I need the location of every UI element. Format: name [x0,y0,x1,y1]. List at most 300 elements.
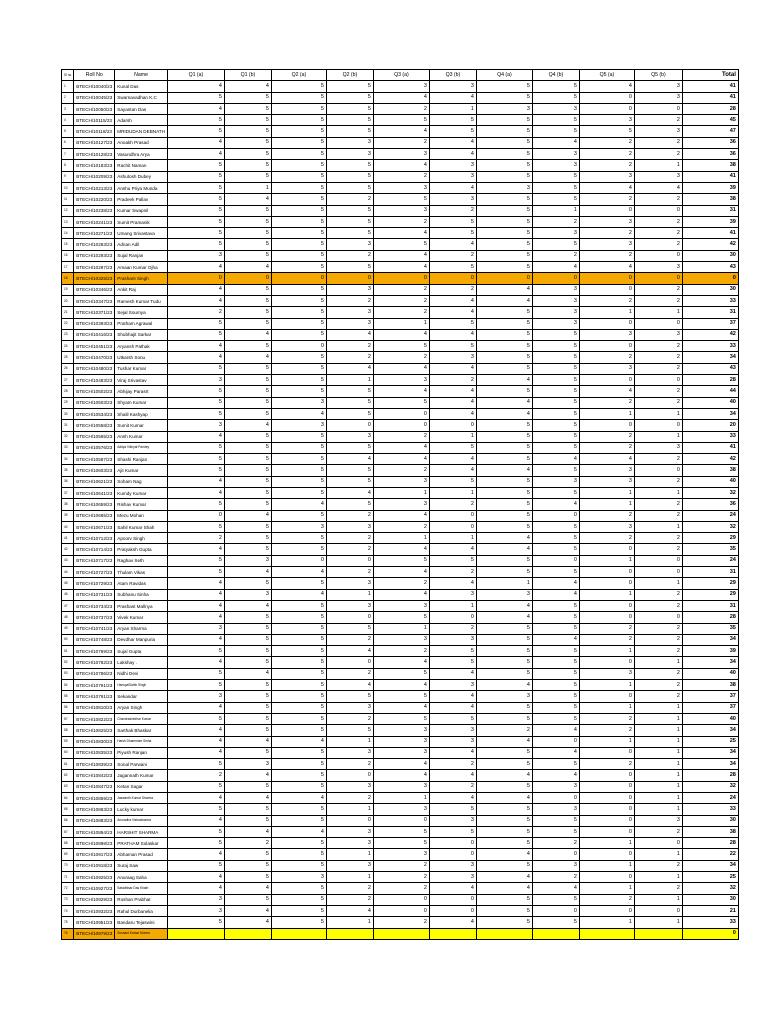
score-cell: 3 [373,476,429,487]
score-cell: 5 [224,657,271,668]
score-cell: 5 [476,318,532,329]
score-cell: 4 [167,815,224,826]
score-cell: 0 [429,612,476,623]
score-cell: 3 [167,623,224,634]
score-cell: 5 [429,476,476,487]
score-cell: 1 [326,736,373,747]
score-cell: 2 [429,759,476,770]
roll-no-cell: BTECH/10717/23 [74,555,115,566]
score-cell: 5 [224,363,271,374]
name-cell: Sonal Parwani [115,759,168,770]
score-cell: 1 [634,804,682,815]
score-cell: 0 [373,408,429,419]
serial-cell: 70 [62,860,74,871]
score-cell: 2 [373,917,429,928]
score-cell: 5 [224,115,271,126]
score-cell: 0 [634,420,682,431]
roll-no-cell: BTECH/10040/23 [74,81,115,92]
score-cell: 3 [532,476,579,487]
roll-no-cell: BTECH/10883/23 [74,815,115,826]
score-cell: 4 [167,578,224,589]
score-cell: 5 [167,713,224,724]
roll-no-cell: BTECH/10712/23 [74,533,115,544]
score-cell: 5 [532,363,579,374]
score-cell: 2 [373,860,429,871]
score-cell: 1 [579,408,634,419]
serial-cell: 41 [62,533,74,544]
score-cell: 4 [167,137,224,148]
score-cell: 2 [373,883,429,894]
score-cell: 5 [224,725,271,736]
serial-cell: 28 [62,386,74,397]
score-cell: 5 [532,680,579,691]
score-cell: 4 [429,747,476,758]
score-cell [271,928,326,939]
score-cell: 5 [271,849,326,860]
score-cell: 5 [271,465,326,476]
score-cell: 3 [373,849,429,860]
table-row [62,860,739,871]
serial-cell: 13 [62,216,74,227]
score-cell: 3 [271,397,326,408]
score-cell: 5 [579,126,634,137]
score-cell: 3 [429,815,476,826]
score-cell: 3 [634,171,682,182]
table-row [62,770,739,781]
score-cell: 0 [532,273,579,284]
score-cell: 5 [271,917,326,928]
name-cell: Shashi Ranjan [115,454,168,465]
score-cell: 0 [429,894,476,905]
score-cell: 5 [224,623,271,634]
roll-no-cell: BTECH/10927/23 [74,883,115,894]
score-cell: 5 [476,804,532,815]
score-cell: 5 [224,680,271,691]
score-cell: 4 [271,567,326,578]
total-cell: 33 [682,341,738,352]
score-cell: 5 [532,657,579,668]
score-cell: 2 [634,883,682,894]
score-cell: 5 [532,487,579,498]
score-cell: 5 [429,318,476,329]
serial-cell: 48 [62,612,74,623]
column-header: Q2 (a) [271,70,326,81]
score-cell: 5 [271,510,326,521]
total-cell: 47 [682,126,738,137]
table-row [62,318,739,329]
serial-cell: 9 [62,171,74,182]
roll-no-cell: BTECH/10894/23 [74,826,115,837]
score-cell: 2 [579,623,634,634]
score-cell: 3 [634,329,682,340]
score-cell: 1 [634,917,682,928]
roll-no-cell: BTECH/10325/23 [74,273,115,284]
score-cell [224,928,271,939]
score-cell: 5 [271,160,326,171]
score-cell: 5 [167,521,224,532]
score-cell: 4 [326,487,373,498]
score-cell: 4 [429,702,476,713]
score-cell: 0 [634,555,682,566]
score-cell: 0 [326,815,373,826]
table-row [62,329,739,340]
score-cell: 2 [326,250,373,261]
score-cell: 2 [579,533,634,544]
serial-cell: 24 [62,341,74,352]
score-cell: 4 [224,826,271,837]
score-cell: 5 [224,487,271,498]
table-row [62,702,739,713]
table-row [62,194,739,205]
name-cell: Apoorv Singh [115,533,168,544]
score-cell: 5 [224,747,271,758]
score-cell: 5 [271,115,326,126]
score-cell: 0 [373,905,429,916]
roll-no-cell: BTECH/10825/23 [74,725,115,736]
score-cell: 3 [326,860,373,871]
score-cell: 3 [579,216,634,227]
score-cell [326,928,373,939]
score-cell: 0 [634,375,682,386]
score-cell: 4 [224,883,271,894]
name-cell: Rachit Naman [115,160,168,171]
total-cell: 24 [682,793,738,804]
score-cell: 4 [373,250,429,261]
score-cell: 3 [373,182,429,193]
roll-no-cell: BTECH/10659/23 [74,499,115,510]
score-cell: 5 [476,860,532,871]
score-cell: 5 [326,171,373,182]
score-cell: 2 [532,250,579,261]
score-cell: 5 [271,363,326,374]
serial-cell: 22 [62,318,74,329]
score-cell: 5 [271,804,326,815]
score-cell: 4 [373,510,429,521]
total-cell: 36 [682,149,738,160]
score-cell: 5 [271,747,326,758]
score-cell: 5 [167,126,224,137]
score-cell: 2 [326,713,373,724]
score-cell: 5 [167,386,224,397]
score-cell: 4 [326,646,373,657]
total-cell: 28 [682,612,738,623]
score-cell: 5 [476,521,532,532]
total-cell: 25 [682,872,738,883]
score-cell: 3 [532,103,579,114]
score-cell: 5 [271,860,326,871]
table-row [62,341,739,352]
score-cell: 4 [476,872,532,883]
score-cell: 2 [326,567,373,578]
serial-cell: 74 [62,905,74,916]
score-cell: 2 [579,442,634,453]
name-cell: Anoakh Prasad [115,137,168,148]
score-cell: 3 [476,589,532,600]
score-cell: 5 [476,567,532,578]
score-cell: 5 [271,646,326,657]
column-header: Q4 (b) [532,70,579,81]
name-cell: Pradeek Pallav [115,194,168,205]
score-cell: 4 [429,137,476,148]
score-cell: 2 [579,713,634,724]
score-cell: 0 [579,600,634,611]
score-cell: 2 [326,894,373,905]
roll-no-cell: BTECH/10480/23 [74,363,115,374]
score-cell: 1 [634,431,682,442]
score-cell: 0 [476,273,532,284]
score-cell: 1 [634,736,682,747]
score-cell: 5 [476,634,532,645]
score-cell: 0 [326,612,373,623]
total-cell: 39 [682,182,738,193]
score-cell: 5 [167,454,224,465]
score-cell: 1 [579,883,634,894]
column-header: Name [115,70,168,81]
score-cell: 3 [429,634,476,645]
score-cell: 5 [167,194,224,205]
roll-no-cell: BTECH/10918/23 [74,860,115,871]
score-cell: 5 [476,115,532,126]
score-cell: 5 [476,194,532,205]
score-cell: 2 [634,860,682,871]
roll-no-cell: BTECH/10671/23 [74,521,115,532]
score-cell: 3 [634,262,682,273]
score-cell: 5 [224,160,271,171]
roll-no-cell: BTECH/10782/23 [74,657,115,668]
score-cell: 5 [476,307,532,318]
total-cell: 31 [682,307,738,318]
name-cell: Sumit Kumar [115,420,168,431]
serial-cell: 26 [62,363,74,374]
score-cell: 4 [476,770,532,781]
table-row [62,420,739,431]
score-cell: 5 [167,228,224,239]
score-cell: 5 [167,397,224,408]
roll-no-cell: BTECH/10979/23 [74,928,115,939]
table-row [62,149,739,160]
roll-no-cell: BTECH/10847/23 [74,781,115,792]
score-cell: 5 [271,228,326,239]
score-cell: 5 [326,103,373,114]
score-cell: 3 [326,284,373,295]
score-cell: 5 [167,160,224,171]
score-cell: 1 [476,578,532,589]
roll-no-cell: BTECH/10791/23 [74,680,115,691]
score-cell: 3 [167,691,224,702]
score-cell: 1 [634,894,682,905]
roll-no-cell: BTECH/10951/23 [74,917,115,928]
score-cell: 4 [271,793,326,804]
score-cell: 2 [326,634,373,645]
score-cell: 1 [579,555,634,566]
serial-cell: 32 [62,431,74,442]
score-cell: 4 [429,182,476,193]
total-cell: 42 [682,239,738,250]
score-cell: 1 [579,917,634,928]
score-cell: 1 [579,680,634,691]
score-cell: 2 [373,872,429,883]
score-cell: 5 [167,465,224,476]
score-cell: 5 [167,115,224,126]
name-cell: Suraj Saw [115,860,168,871]
score-cell: 0 [634,318,682,329]
score-cell: 5 [167,239,224,250]
score-cell: 4 [429,770,476,781]
score-cell: 5 [532,521,579,532]
score-cell: 3 [429,680,476,691]
score-cell: 5 [271,352,326,363]
score-cell: 5 [224,691,271,702]
score-cell: 5 [167,759,224,770]
score-cell: 5 [429,646,476,657]
column-header: Roll No [74,70,115,81]
score-cell: 1 [429,431,476,442]
score-cell: 0 [429,838,476,849]
roll-no-cell: BTECH/10737/23 [74,612,115,623]
score-cell: 5 [476,92,532,103]
score-cell: 4 [224,329,271,340]
total-cell: 39 [682,216,738,227]
score-cell: 5 [224,149,271,160]
score-cell: 4 [167,849,224,860]
roll-no-cell: BTECH/10127/23 [74,137,115,148]
score-cell: 4 [224,352,271,363]
score-cell: 5 [224,341,271,352]
total-cell: 32 [682,781,738,792]
score-cell: 4 [373,363,429,374]
roll-no-cell: BTECH/10830/23 [74,736,115,747]
score-cell: 4 [373,702,429,713]
table-row [62,431,739,442]
score-cell: 2 [579,397,634,408]
score-cell: 1 [224,182,271,193]
score-cell: 0 [579,804,634,815]
score-cell: 5 [224,612,271,623]
score-cell: 4 [429,329,476,340]
score-cell: 2 [579,137,634,148]
score-cell: 5 [224,126,271,137]
score-cell: 2 [634,239,682,250]
score-cell: 5 [271,386,326,397]
serial-cell: 14 [62,228,74,239]
score-cell: 1 [429,533,476,544]
table-row [62,668,739,679]
score-cell: 0 [326,420,373,431]
score-cell: 5 [532,544,579,555]
score-cell: 4 [167,793,224,804]
score-cell: 5 [167,499,224,510]
score-cell: 4 [167,284,224,295]
score-cell: 2 [326,793,373,804]
score-cell: 1 [373,623,429,634]
total-cell: 32 [682,883,738,894]
total-cell: 24 [682,555,738,566]
total-cell: 41 [682,171,738,182]
score-cell: 5 [532,612,579,623]
score-cell: 0 [634,103,682,114]
score-cell: 5 [373,612,429,623]
serial-cell: 46 [62,589,74,600]
score-cell: 5 [271,623,326,634]
score-cell: 5 [271,295,326,306]
score-cell: 2 [579,295,634,306]
table-row [62,589,739,600]
score-cell: 2 [429,567,476,578]
name-cell: Roshan Prabhat [115,894,168,905]
score-cell: 5 [532,431,579,442]
score-cell: 5 [326,691,373,702]
name-cell: Sekandar [115,691,168,702]
roll-no-cell: BTECH/10714/23 [74,544,115,555]
serial-cell: 37 [62,487,74,498]
table-row [62,646,739,657]
total-cell: 30 [682,250,738,261]
score-cell: 5 [373,668,429,679]
serial-cell: 11 [62,194,74,205]
name-cell: Prashast Mallnya [115,600,168,611]
score-cell: 5 [532,375,579,386]
serial-cell: 55 [62,691,74,702]
score-cell: 2 [634,634,682,645]
table-row [62,612,739,623]
score-cell: 3 [326,578,373,589]
name-cell: Aryansh Pathak [115,341,168,352]
score-cell: 2 [167,533,224,544]
total-cell: 20 [682,420,738,431]
score-cell: 4 [429,668,476,679]
score-cell [532,928,579,939]
score-cell: 0 [579,205,634,216]
score-cell: 3 [167,250,224,261]
table-row [62,713,739,724]
score-cell: 5 [532,826,579,837]
score-cell: 2 [532,872,579,883]
score-cell: 5 [271,307,326,318]
table-row [62,273,739,284]
score-cell: 3 [532,228,579,239]
score-cell: 4 [532,578,579,589]
score-cell: 4 [224,194,271,205]
score-cell: 4 [224,793,271,804]
name-cell: Prashant Singh [115,273,168,284]
score-cell: 5 [167,329,224,340]
score-cell: 5 [532,894,579,905]
score-cell: 4 [429,883,476,894]
score-cell: 4 [167,103,224,114]
score-cell: 5 [224,702,271,713]
roll-no-cell: BTECH/10932/23 [74,905,115,916]
score-cell: 5 [224,386,271,397]
score-cell: 5 [476,137,532,148]
score-cell: 5 [429,442,476,453]
serial-cell: 25 [62,352,74,363]
score-cell: 3 [579,329,634,340]
score-cell: 1 [326,849,373,860]
score-cell: 3 [373,736,429,747]
score-cell: 3 [326,747,373,758]
score-cell: 4 [429,578,476,589]
score-cell: 4 [429,307,476,318]
roll-no-cell: BTECH/10128/23 [74,149,115,160]
score-cell: 5 [224,216,271,227]
serial-cell: 16 [62,250,74,261]
score-cell: 5 [271,668,326,679]
table-row [62,239,739,250]
score-cell: 5 [167,826,224,837]
serial-cell: 56 [62,702,74,713]
name-cell: Nidhi Devi [115,668,168,679]
score-cell: 4 [634,182,682,193]
